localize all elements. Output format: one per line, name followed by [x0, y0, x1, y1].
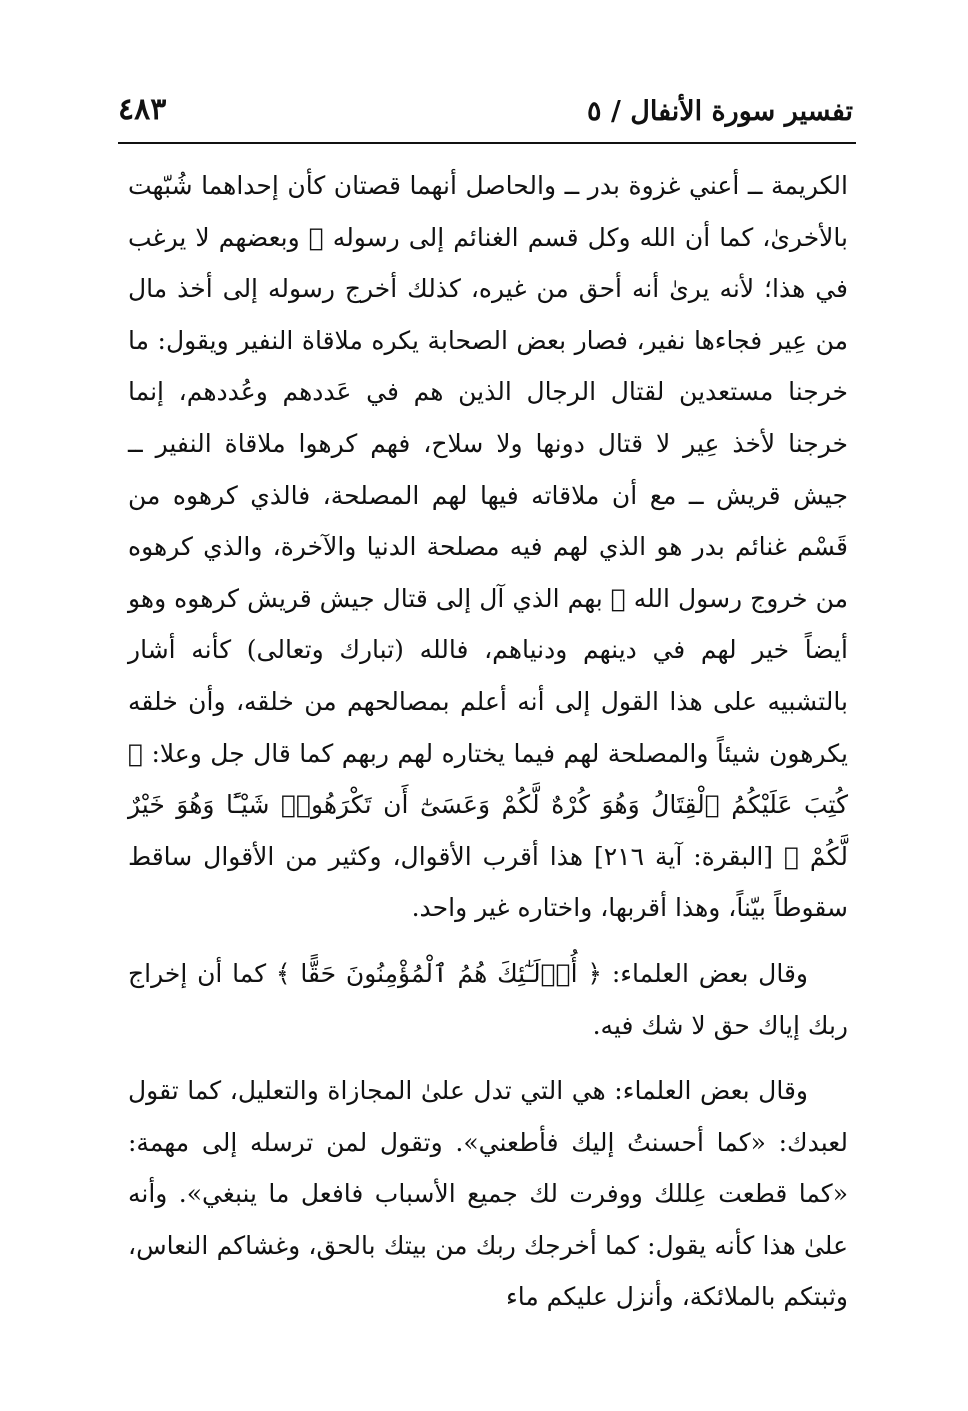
header-rule: [118, 142, 856, 144]
page-body: [128, 160, 848, 1323]
paragraph-third-opinion: وقال بعض العلماء: هي التي تدل علىٰ المجازاة والتعليل، كما تقول لعبدك: «كما أحسنتُ إليك فأطعني». وتقول لمن ترسله إلى مهمة: «كما قطعت عِللك ووفرت لك جميع الأسباب فافعل ما ينبغي». وأنه علىٰ هذا كأنه يقول: كما أخرجك ربك من بيتك بالحق، وغشاكم النعاس، وثبتكم بالملائكة، وأنزل عليكم ماء: [128, 1076, 848, 1312]
page-number: ٤٨٣: [118, 92, 167, 127]
page-header: [118, 88, 853, 136]
paragraph-continuation: الكريمة ــ أعني غزوة بدر ــ والحاصل أنهما قصتان كأن إحداهما شُبّهت بالأخرىٰ، كما أن الله وكل قسم الغنائم إلى رسوله ﷺ وبعضهم لا يرغب في هذا؛ لأنه يرىٰ أنه أحق من غيره، كذلك أخرج رسوله إلى أخذ مال من عِير فجاءها نفير، فصار بعض الصحابة يكره ملاقاة النفير ويقول: ما خرجنا مستعدين لقتال الرجال الذين هم في عَددهم وعُددهم، إنما خرجنا لأخذ عِير لا قتال دونها ولا سلاح، فهم كرهوا ملاقاة النفير ــ جيش قريش ــ مع أن ملاقاته فيها لهم المصلحة، فالذي كرهوه من قَسْم غنائم بدر هو الذي لهم فيه مصلحة الدنيا والآخرة، والذي كرهوه من خروج رسول الله ﷺ بهم الذي آل إلى قتال جيش قريش كرهوه وهو أيضاً خير لهم في دينهم ودنياهم، فالله (تبارك وتعالى) كأنه أشار بالتشبيه على هذا القول إلى أنه أعلم بمصالحهم من خلقه، وأن خلقه يكرهون شيئاً والمصلحة لهم فيما يختاره لهم ربهم كما قال جل وعلا: ﴿ كُتِبَ عَلَيْكُمُ ٱلْقِتَالُ وَهُوَ كُرْهٌ لَّكُمْ وَعَسَىٰٓ أَن تَكْرَهُوا۟ شَيْـًٔا وَهُوَ خَيْرٌ لَّكُمْ ﴾ [البقرة: آية ٢١٦] هذا أقرب الأقوال، وكثير من الأقوال ساقط سقوطاً بيّناً، وهذا أقربها، واختاره غير واحد.: [128, 171, 848, 923]
paragraph-second-opinion: وقال بعض العلماء: ﴿ أُو۟لَـٰٓئِكَ هُمُ ٱلْمُؤْمِنُونَ حَقًّا ﴾ كما أن إخراج ربك إياك حق لا شك فيه.: [128, 958, 848, 1040]
running-title: تفسير سورة الأنفال / ٥: [587, 96, 853, 127]
